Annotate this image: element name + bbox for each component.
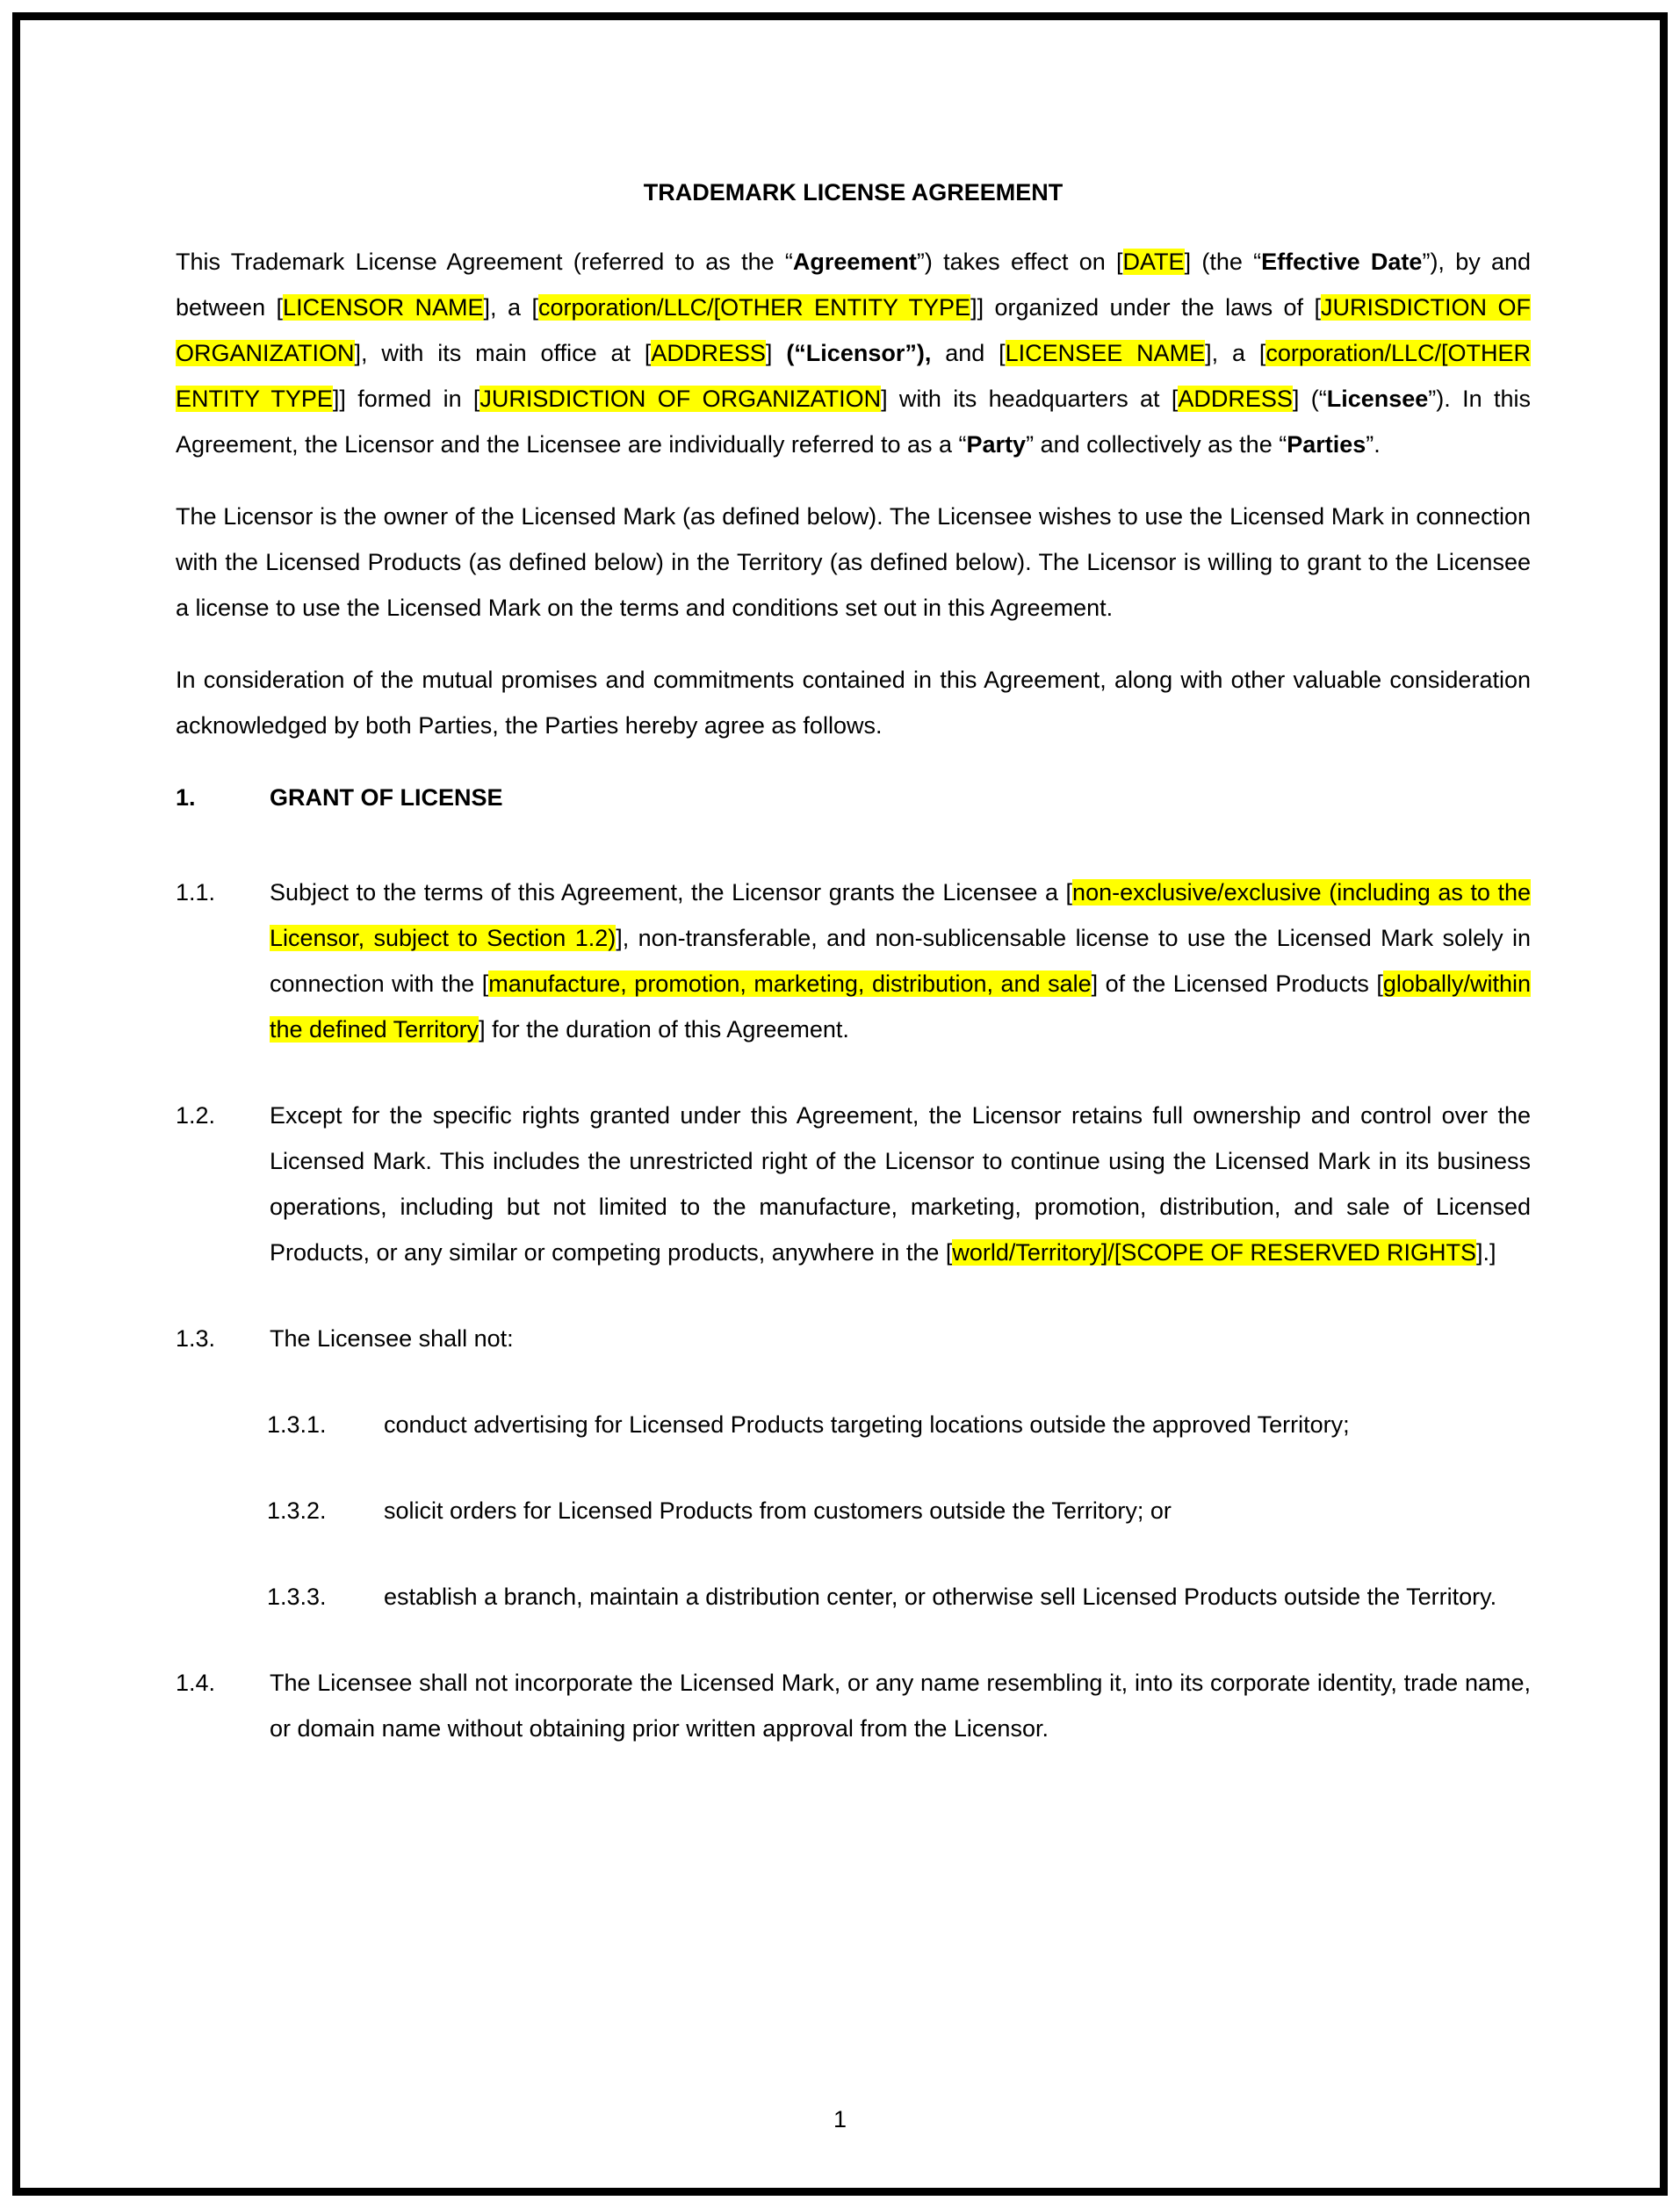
paragraph-ownership-recital (176, 494, 1531, 631)
clause-number: 1.3.1. (267, 1411, 327, 1438)
placeholder-highlight: ADDRESS (1178, 386, 1293, 412)
bold-text-run: Agreement (792, 249, 917, 275)
clause-text (270, 1660, 1531, 1751)
placeholder-highlight: LICENSOR NAME (283, 294, 484, 321)
text-run: ]] organized under the laws of [ (970, 294, 1322, 321)
placeholder-highlight: JURISDICTION OF ORGANIZATION (176, 294, 1531, 366)
paragraph-intro (176, 239, 1531, 467)
placeholder-highlight: JURISDICTION OF ORGANIZATION (479, 386, 882, 412)
placeholder-highlight: globally/within the defined Territory (270, 971, 1531, 1043)
document-title: TRADEMARK LICENSE AGREEMENT (643, 179, 1064, 206)
text-run: ] (“ (1292, 386, 1327, 412)
text-run: ” and collectively as the “ (1026, 431, 1287, 458)
clause-1-1 (176, 869, 1531, 1052)
clause-number: 1. (176, 784, 196, 811)
text-run: ”). In this Agreement, the Licensor and the Licensee are individually referred to as a “ (176, 386, 1531, 458)
clause-1-3-2 (267, 1488, 1531, 1533)
text-run: ] (the “ (1184, 249, 1262, 275)
document-body (176, 239, 1531, 1751)
text-run: This Trademark License Agreement (referred to as the “ (176, 249, 793, 275)
clause-text (384, 1402, 1531, 1447)
text-run: ], with its main office at [ (354, 340, 652, 366)
placeholder-highlight: world/Territory]/[SCOPE OF RESERVED RIGHTS (952, 1239, 1476, 1266)
text-run: ] for the duration of this Agreement. (479, 1016, 849, 1043)
text-run: ], non-transferable, and non-sublicensable license to use the Licensed Mark solely in connection with the [ (270, 925, 1531, 997)
clause-text (384, 1488, 1531, 1533)
clause-number: 1.2. (176, 1102, 216, 1129)
text-run: In consideration of the mutual promises and commitments contained in this Agreement, along with other valuable consideration acknowledged by both Parties, the Parties hereby agree as follows. (176, 667, 1531, 739)
placeholder-highlight: LICENSEE NAME (1005, 340, 1206, 366)
clause-text (270, 869, 1531, 1052)
placeholder-highlight: corporation/LLC/[OTHER ENTITY TYPE (537, 294, 971, 321)
clause-number: 1.4. (176, 1670, 216, 1696)
text-run: ] (765, 340, 787, 366)
clause-1-3-1 (267, 1402, 1531, 1447)
text-run: ”) takes effect on [ (916, 249, 1123, 275)
placeholder-highlight: ADDRESS (651, 340, 766, 366)
clause-number: 1.3. (176, 1325, 216, 1352)
clause-1-3 (176, 1316, 1531, 1361)
text-run: ] of the Licensed Products [ (1091, 971, 1383, 997)
placeholder-highlight: corporation/LLC/[OTHER ENTITY TYPE (176, 340, 1531, 412)
text-run: solicit orders for Licensed Products from customers outside the Territory; or (384, 1497, 1172, 1524)
bold-text-run: (“Licensor”), (786, 340, 932, 366)
text-run: conduct advertising for Licensed Products targeting locations outside the approved Territory; (384, 1411, 1350, 1438)
text-run: ], a [ (483, 294, 538, 321)
page-number: 1 (833, 2106, 847, 2132)
text-run: ] with its headquarters at [ (881, 386, 1179, 412)
clause-number: 1.3.3. (267, 1584, 327, 1610)
text-run: ].] (1475, 1239, 1496, 1266)
text-run: The Licensee shall not: (270, 1325, 514, 1352)
text-run: ”. (1366, 431, 1381, 458)
clause-number: 1.1. (176, 879, 216, 906)
clause-text (270, 1093, 1531, 1275)
clause-1-4 (176, 1660, 1531, 1751)
text-run: ]] formed in [ (332, 386, 480, 412)
paragraph-consideration-recital (176, 657, 1531, 748)
text-run: The Licensee shall not incorporate the Licensed Mark, or any name resembling it, into its corporate identity, trade name, or domain name without obtaining prior written approval from the Licensor. (270, 1670, 1531, 1742)
clause-1-2 (176, 1093, 1531, 1275)
placeholder-highlight: non-exclusive/exclusive (including as to the Licensor, subject to Section 1.2) (270, 879, 1531, 951)
bold-text-run: Party (966, 431, 1027, 458)
clause-text (270, 1316, 1531, 1361)
placeholder-highlight: manufacture, promotion, marketing, distribution, and sale (488, 971, 1092, 997)
text-run: The Licensor is the owner of the Licensed Mark (as defined below). The Licensee wishes to use the Licensed Mark in connection with the Licensed Products (as defined below) in the Territory (as defined below). The Licensor is willing to grant to the Licensee a license to use the Licensed Mark on the terms and conditions set out in this Agreement. (176, 503, 1531, 621)
bold-text-run: Licensee (1326, 386, 1429, 412)
placeholder-highlight: DATE (1122, 249, 1185, 275)
bold-text-run: Effective Date (1261, 249, 1423, 275)
clause-1-3-3 (267, 1574, 1531, 1620)
page-content (20, 20, 1660, 1751)
text-run: Except for the specific rights granted under this Agreement, the Licensor retains full ownership and control over the Licensed Mark. This includes the unrestricted right of the Licensor to continue using the Licensed Mark in its business operations, including but not limited to the manufacture, marketing, promotion, distribution, and sale of Licensed Products, or any similar or competing products, anywhere in the [ (270, 1102, 1531, 1266)
bold-text-run: Parties (1287, 431, 1366, 458)
section-heading-grant-of-license (176, 775, 1531, 820)
text-run: establish a branch, maintain a distribution center, or otherwise sell Licensed Products outside the Territory. (384, 1584, 1497, 1610)
text-run: Subject to the terms of this Agreement, the Licensor grants the Licensee a [ (270, 879, 1073, 906)
clause-number: 1.3.2. (267, 1497, 327, 1524)
clause-text: GRANT OF LICENSE (270, 784, 503, 811)
clause-text (384, 1574, 1531, 1620)
text-run: and [ (931, 340, 1006, 366)
text-run: ], a [ (1205, 340, 1266, 366)
text-run: ”), by and between [ (176, 249, 1532, 321)
page-border-frame (12, 12, 1668, 2196)
